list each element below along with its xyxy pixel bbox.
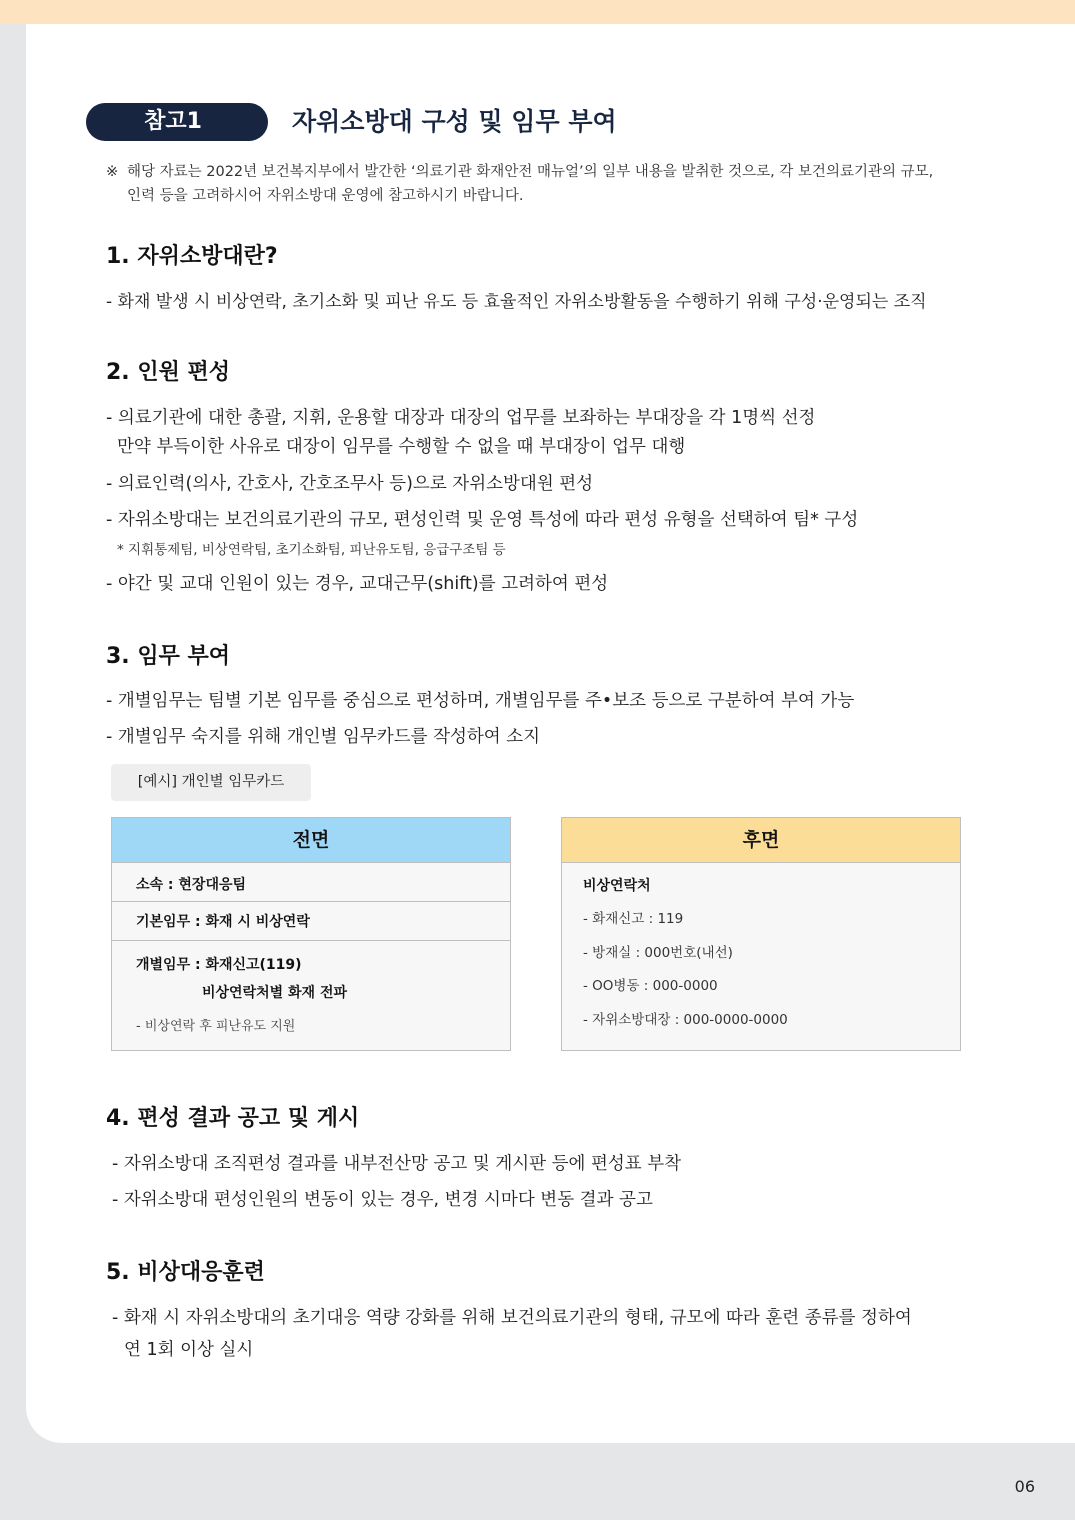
duty-card-back [561, 817, 961, 1051]
card-basic-duty: 기본임무 : 화재 시 비상연락 [112, 902, 510, 941]
card-individual-duty-line-2: 비상연락처별 화재 전파 [202, 985, 347, 1001]
top-accent-bar [0, 0, 1075, 24]
contact-title: 비상연락처 [583, 878, 651, 894]
section-1-title: 1. 자위소방대란? [106, 244, 278, 269]
notice-line-2: 인력 등을 고려하시어 자위소방대 운영에 참고하시기 바랍니다. [127, 188, 524, 204]
section-4-title: 4. 편성 결과 공고 및 게시 [106, 1106, 360, 1131]
page-number: 06 [1014, 1477, 1035, 1496]
section-2-line-2: 만약 부득이한 사유로 대장이 임무를 수행할 수 없을 때 부대장이 업무 대행 [117, 437, 686, 457]
card-sub-duty: - 비상연락 후 피난유도 지원 [136, 1019, 296, 1034]
card-back-body [562, 863, 960, 1031]
section-5-title: 5. 비상대응훈련 [106, 1260, 265, 1285]
section-3-line-1: - 개별임무는 팀별 기본 임무를 중심으로 편성하며, 개별임무를 주•보조 등으로 구분하여 부여 가능 [106, 691, 855, 711]
card-back-header: 후면 [562, 818, 960, 863]
notice [106, 160, 1036, 208]
card-front-header: 전면 [112, 818, 510, 863]
card-affiliation: 소속 : 현장대응팀 [112, 863, 510, 902]
card-individual-duty [112, 941, 510, 1041]
example-tab: [예시] 개인별 임무카드 [111, 764, 311, 801]
section-5-line-1: - 화재 시 자위소방대의 초기대응 역량 강화를 위해 보건의료기관의 형태, 규모에 따라 훈련 종류를 정하여 [112, 1308, 912, 1328]
section-5-line-2: 연 1회 이상 실시 [124, 1340, 254, 1360]
section-2-line-4: - 자위소방대는 보건의료기관의 규모, 편성인력 및 운영 특성에 따라 편성 유형을 선택하여 팀* 구성 [106, 510, 859, 530]
reference-badge: 참고1 [86, 103, 268, 141]
section-2-footnote: * 지휘통제팀, 비상연락팀, 초기소화팀, 피난유도팀, 응급구조팀 등 [117, 542, 506, 558]
section-3-title: 3. 임무 부여 [106, 644, 230, 669]
section-3-line-2: - 개별임무 숙지를 위해 개인별 임무카드를 작성하여 소지 [106, 727, 541, 747]
contact-item: - OO병동 : 000-0000 [583, 978, 718, 994]
contact-item: - 화재신고 : 119 [583, 911, 684, 927]
section-1-line-1: - 화재 발생 시 비상연락, 초기소화 및 피난 유도 등 효율적인 자위소방활동을 수행하기 위해 구성·운영되는 조직 [106, 292, 927, 312]
contact-item: - 방재실 : 000번호(내선) [583, 944, 733, 961]
section-2-title: 2. 인원 편성 [106, 360, 230, 385]
card-individual-duty-line-1: 개별임무 : 화재신고(119) [136, 957, 302, 973]
duty-card-front [111, 817, 511, 1051]
notice-line-1: 해당 자료는 2022년 보건복지부에서 발간한 ‘의료기관 화재안전 매뉴얼’의 일부 내용을 발취한 것으로, 각 보건의료기관의 규모, [127, 164, 934, 180]
section-4-line-2: - 자위소방대 편성인원의 변동이 있는 경우, 변경 시마다 변동 결과 공고 [112, 1190, 653, 1210]
section-2-line-1: - 의료기관에 대한 총괄, 지휘, 운용할 대장과 대장의 업무를 보좌하는 부대장을 각 1명씩 선정 [106, 408, 816, 428]
section-4-line-1: - 자위소방대 조직편성 결과를 내부전산망 공고 및 게시판 등에 편성표 부착 [112, 1154, 682, 1174]
reference-mark-icon: ※ [106, 164, 119, 180]
contact-item: - 자위소방대장 : 000-0000-0000 [583, 1011, 788, 1028]
page-title: 자위소방대 구성 및 임무 부여 [292, 107, 617, 136]
section-2-line-3: - 의료인력(의사, 간호사, 간호조무사 등)으로 자위소방대원 편성 [106, 474, 594, 494]
section-2-line-5: - 야간 및 교대 인원이 있는 경우, 교대근무(shift)를 고려하여 편성 [106, 574, 609, 594]
